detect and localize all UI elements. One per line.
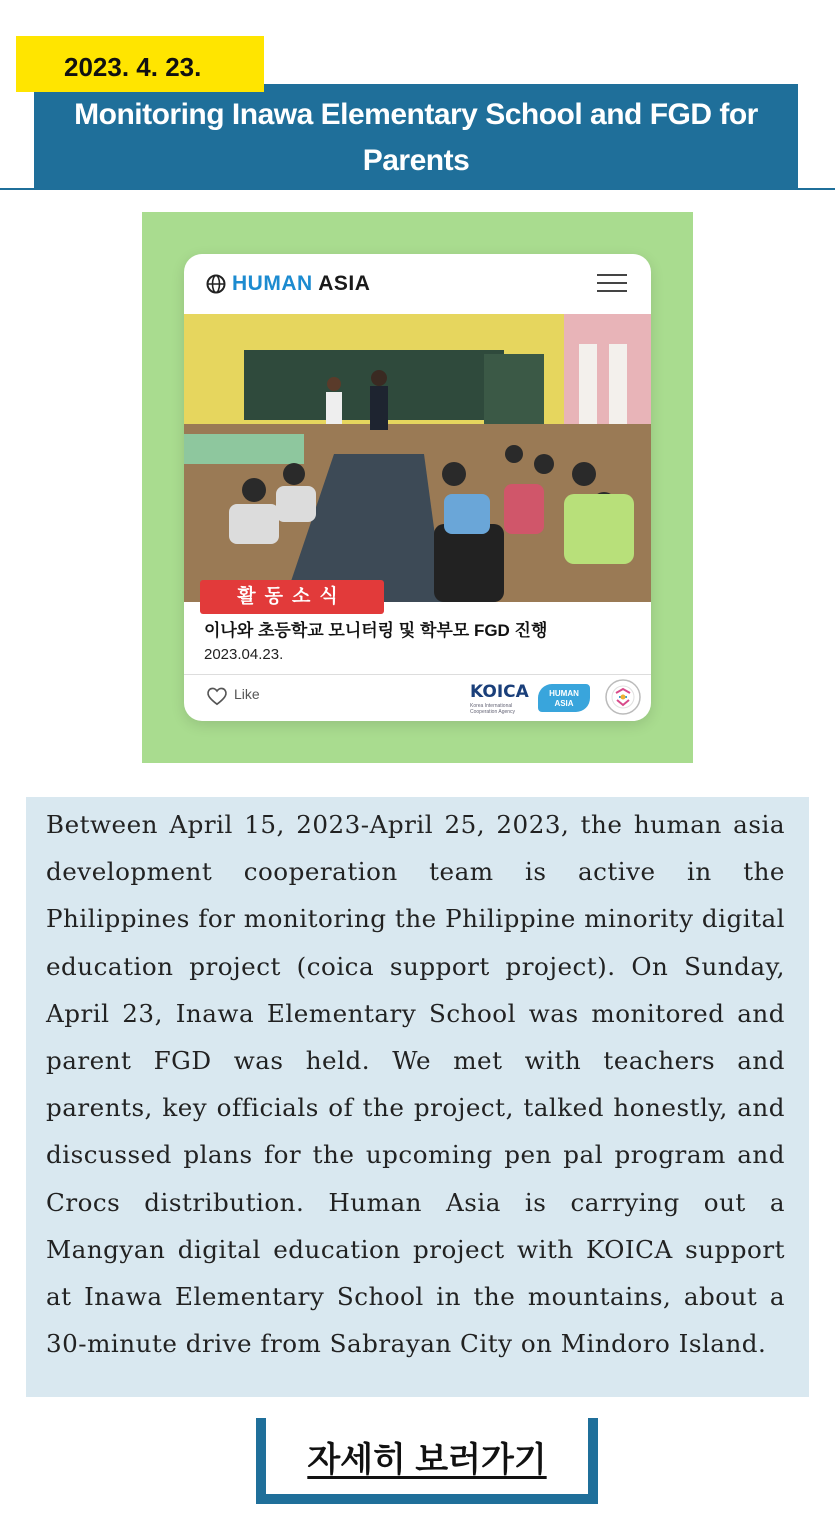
human-asia-badge: HUMAN ASIA — [538, 684, 590, 712]
classroom-photo — [184, 314, 651, 602]
koica-logo: KOICA Korea International Cooperation Agency — [470, 682, 529, 715]
post-card[interactable] — [184, 254, 651, 721]
brand-human: HUMAN — [232, 272, 313, 295]
globe-icon — [206, 274, 226, 294]
card-header — [184, 254, 651, 314]
partner-seal-icon — [604, 678, 642, 716]
page-title: Monitoring Inawa Elementary School and FGD for Parents — [34, 84, 798, 190]
date-badge: 2023. 4. 23. — [16, 36, 264, 92]
hamburger-menu-icon[interactable] — [597, 274, 627, 294]
heart-icon[interactable] — [206, 686, 228, 706]
post-date: 2023.04.23. — [204, 646, 284, 663]
view-details-label[interactable]: 자세히 보러가기 — [307, 1441, 547, 1479]
description-text: Between April 15, 2023-April 25, 2023, the human asia development cooperation team is active in the Philippines for monitoring the Philippine minority digital education project (coica support project). On Sunday, April 23, Inawa Elementary School was monitored and parent FGD was held. We met with teachers and parents, key officials of the project, talked honestly, and discussed plans for the upcoming pen pal program and Crocs distribution. Human Asia is carrying out a Mangyan digital education project with KOICA support at Inawa Elementary School in the mountains, about a 30-minute drive from Sabrayan City on Mindoro Island. — [46, 810, 785, 1359]
post-title[interactable]: 이나와 초등학교 모니터링 및 학부모 FGD 진행 — [204, 621, 548, 640]
brand-asia: ASIA — [318, 272, 371, 295]
description-box — [26, 797, 809, 1397]
card-divider — [184, 674, 651, 675]
human-asia-logo — [232, 272, 370, 296]
post-image-frame — [142, 212, 693, 763]
view-details-button[interactable] — [256, 1418, 598, 1504]
activity-news-tag: 활동소식 — [200, 580, 384, 614]
like-label[interactable]: Like — [234, 686, 260, 702]
view-details-button-face[interactable] — [266, 1418, 588, 1494]
